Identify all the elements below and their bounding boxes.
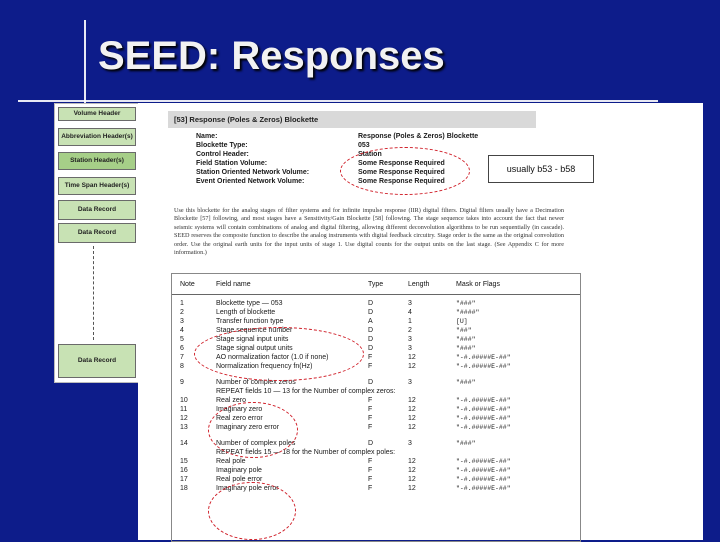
table-cell-mask: "###" xyxy=(456,336,476,343)
field-label: Station Oriented Network Volume: xyxy=(196,169,310,176)
header-time-span: Time Span Header(s) xyxy=(58,177,136,195)
table-cell-name: Transfer function type xyxy=(216,318,284,325)
table-cell-mask: "-#.#####E-##" xyxy=(456,424,511,431)
table-cell-len: 3 xyxy=(408,440,412,447)
header-data-record: Data Record xyxy=(58,344,136,378)
table-cell-len: 3 xyxy=(408,345,412,352)
table-cell-name: Stage signal input units xyxy=(216,336,289,343)
table-cell-name: Number of complex zeros xyxy=(216,379,296,386)
table-cell-mask: "####" xyxy=(456,309,480,316)
table-cell-mask: "-#.#####E-##" xyxy=(456,406,511,413)
title-area xyxy=(0,0,720,100)
table-cell-type: D xyxy=(368,327,374,334)
col-header-note: Note xyxy=(180,281,195,288)
table-cell-len: 12 xyxy=(408,476,416,483)
table-cell-len: 12 xyxy=(408,485,416,492)
table-cell-note: 10 xyxy=(180,397,188,404)
table-cell-mask: "-#.#####E-##" xyxy=(456,363,511,370)
col-header-length: Length xyxy=(408,281,430,288)
table-cell-mask: "-#.#####E-##" xyxy=(456,397,511,404)
table-cell-len: 12 xyxy=(408,397,416,404)
title-vertical-rule xyxy=(84,20,86,110)
field-label: Control Header: xyxy=(196,151,249,158)
header-data-record: Data Record xyxy=(58,200,136,220)
table-cell-type: F xyxy=(368,485,373,492)
table-cell-len: 12 xyxy=(408,424,416,431)
table-cell-name: Stage sequence number xyxy=(216,327,293,334)
table-cell-type: D xyxy=(368,379,374,386)
table-cell-name: Imaginary pole xyxy=(216,467,262,474)
table-cell-name: Imaginary pole error xyxy=(216,485,279,492)
table-cell-type: F xyxy=(368,458,373,465)
table-cell-len: 12 xyxy=(408,406,416,413)
table-cell-note: 3 xyxy=(180,318,184,325)
title-horizontal-rule xyxy=(18,100,658,102)
col-header-type: Type xyxy=(368,281,384,288)
table-cell-note: 12 xyxy=(180,415,188,422)
field-value: Some Response Required xyxy=(358,178,445,185)
seed-header-panel xyxy=(54,103,140,383)
header-station: Station Header(s) xyxy=(58,152,136,170)
table-cell-len: 12 xyxy=(408,415,416,422)
blockette-description: Use this blockette for the analog stages of filter systems and for infinite impulse response (IIR) digital filters. Digital filters usually have a Decimation Blockette [57] following, and most stages have a Sensitivity/Gain Blockette [58] following. The stage sequence takes into account the fact that newer seismic systems will contain combinations of analog and digital filtering, allowing different deconvolution algorithms to be run sequentially (in cascade). SEED reserves the composite function to describe the analog instruments with digital feedback circuitry. Stage order is the same as the original convolution order. Use the original earth units for the input units of stage 1. Use digital counts for the output units on the last stage. (See Appendix C for more information.) xyxy=(174,207,564,257)
table-cell-len: 3 xyxy=(408,379,412,386)
table-cell-type: F xyxy=(368,354,373,361)
table-cell-note: 2 xyxy=(180,309,184,316)
table-cell-name: REPEAT fields 15 — 18 for the Number of complex poles: xyxy=(216,449,396,456)
table-cell-mask: "-#.#####E-##" xyxy=(456,458,511,465)
table-cell-mask: "###" xyxy=(456,345,476,352)
table-cell-note: 13 xyxy=(180,424,188,431)
table-cell-type: A xyxy=(368,318,373,325)
table-cell-name: Number of complex poles xyxy=(216,440,296,447)
table-cell-name: AO normalization factor (1.0 if none) xyxy=(216,354,329,361)
header-abbreviation: Abbreviation Header(s) xyxy=(58,128,136,146)
table-cell-note: 16 xyxy=(180,467,188,474)
table-cell-note: 17 xyxy=(180,476,188,483)
table-cell-note: 7 xyxy=(180,354,184,361)
table-cell-name: REPEAT fields 10 — 13 for the Number of complex zeros: xyxy=(216,388,396,395)
table-cell-len: 12 xyxy=(408,363,416,370)
table-cell-note: 4 xyxy=(180,327,184,334)
table-cell-len: 12 xyxy=(408,467,416,474)
table-cell-len: 3 xyxy=(408,300,412,307)
field-label: Field Station Volume: xyxy=(196,160,268,167)
highlight-ellipse-zeros xyxy=(208,402,298,458)
blockette-title: [53] Response (Poles & Zeros) Blockette xyxy=(168,111,536,128)
table-cell-name: Normalization frequency fn(Hz) xyxy=(216,363,313,370)
table-cell-mask: [U] xyxy=(456,318,468,325)
col-header-mask: Mask or Flags xyxy=(456,281,500,288)
table-cell-type: D xyxy=(368,336,374,343)
table-cell-len: 12 xyxy=(408,354,416,361)
col-header-field-name: Field name xyxy=(216,281,251,288)
field-label: Event Oriented Network Volume: xyxy=(196,178,305,185)
table-cell-note: 11 xyxy=(180,406,188,413)
table-cell-name: Blockette type — 053 xyxy=(216,300,283,307)
table-cell-len: 12 xyxy=(408,458,416,465)
table-cell-note: 18 xyxy=(180,485,188,492)
table-cell-type: F xyxy=(368,363,373,370)
table-cell-type: D xyxy=(368,300,374,307)
highlight-ellipse-poles xyxy=(208,482,296,540)
table-cell-mask: "###" xyxy=(456,379,476,386)
table-cell-len: 4 xyxy=(408,309,412,316)
header-divider xyxy=(172,294,580,295)
field-value: Response (Poles & Zeros) Blockette xyxy=(358,133,479,140)
table-cell-type: D xyxy=(368,440,374,447)
field-table xyxy=(171,273,581,542)
field-value: Station xyxy=(358,151,382,158)
header-dashed-connector xyxy=(93,246,94,340)
table-cell-note: 8 xyxy=(180,363,184,370)
field-value: Some Response Required xyxy=(358,160,445,167)
table-cell-type: F xyxy=(368,476,373,483)
table-cell-mask: "-#.#####E-##" xyxy=(456,485,511,492)
table-cell-name: Stage signal output units xyxy=(216,345,293,352)
header-volume: Volume Header xyxy=(58,107,136,121)
highlight-ellipse-required xyxy=(340,147,470,195)
table-cell-mask: "-#.#####E-##" xyxy=(456,415,511,422)
table-cell-note: 1 xyxy=(180,300,184,307)
table-cell-name: Real zero xyxy=(216,397,246,404)
table-cell-len: 2 xyxy=(408,327,412,334)
table-cell-note: 9 xyxy=(180,379,184,386)
field-label: Blockette Type: xyxy=(196,142,248,149)
table-cell-type: D xyxy=(368,345,374,352)
table-cell-len: 1 xyxy=(408,318,412,325)
table-cell-mask: "-#.#####E-##" xyxy=(456,354,511,361)
table-cell-name: Real pole xyxy=(216,458,246,465)
header-data-record: Data Record xyxy=(58,223,136,243)
table-cell-type: F xyxy=(368,424,373,431)
table-cell-name: Real pole error xyxy=(216,476,263,483)
slide-title: SEED: Responses xyxy=(98,34,445,78)
field-label: Name: xyxy=(196,133,218,140)
table-cell-mask: "###" xyxy=(456,300,476,307)
table-cell-name: Imaginary zero xyxy=(216,406,263,413)
callout-note: usually b53 - b58 xyxy=(488,155,594,183)
table-cell-mask: "##" xyxy=(456,327,472,334)
table-cell-len: 3 xyxy=(408,336,412,343)
table-cell-type: F xyxy=(368,406,373,413)
table-cell-mask: "-#.#####E-##" xyxy=(456,476,511,483)
table-cell-name: Length of blockette xyxy=(216,309,276,316)
field-value: 053 xyxy=(358,142,370,149)
table-cell-type: D xyxy=(368,309,374,316)
table-cell-note: 6 xyxy=(180,345,184,352)
table-cell-mask: "###" xyxy=(456,440,476,447)
table-cell-note: 14 xyxy=(180,440,188,447)
table-cell-type: F xyxy=(368,397,373,404)
blockette-document xyxy=(138,103,703,540)
table-cell-note: 5 xyxy=(180,336,184,343)
table-cell-note: 15 xyxy=(180,458,188,465)
table-cell-mask: "-#.#####E-##" xyxy=(456,467,511,474)
table-cell-name: Imaginary zero error xyxy=(216,424,280,431)
field-value: Some Response Required xyxy=(358,169,445,176)
highlight-ellipse-units xyxy=(194,327,364,381)
table-cell-type: F xyxy=(368,467,373,474)
table-cell-name: Real zero error xyxy=(216,415,263,422)
table-cell-type: F xyxy=(368,415,373,422)
